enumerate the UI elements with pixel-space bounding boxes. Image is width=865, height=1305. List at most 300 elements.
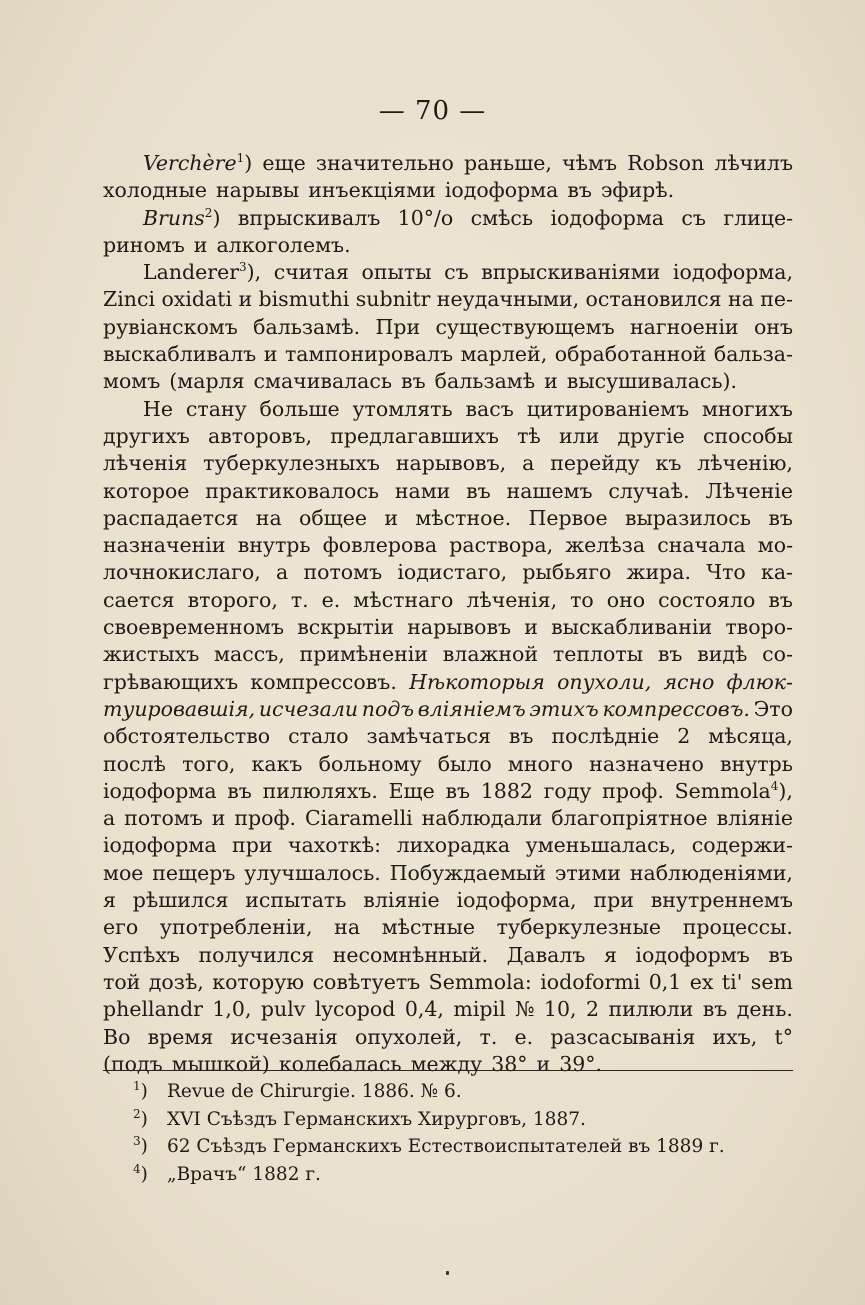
word: пе- [760, 287, 793, 312]
footnote-ref: 2 [204, 205, 213, 220]
word: примѣненіи [299, 642, 428, 667]
footnote-mark: $^3$) [133, 1133, 148, 1157]
word: холодные [103, 178, 208, 203]
word: мѣстные [381, 915, 475, 940]
word: подъ [361, 696, 414, 721]
word: своевременномъ [103, 615, 285, 640]
word: Не [143, 396, 174, 421]
word: т. [479, 1024, 498, 1049]
word: много [507, 751, 573, 776]
word: нашемъ [506, 478, 593, 503]
word: Во [103, 1024, 131, 1049]
text-line [103, 259, 793, 286]
word: обработанной [554, 342, 707, 367]
word: уменьшалась, [525, 833, 677, 858]
word: выскабливалъ [103, 342, 257, 367]
word: mipil [453, 997, 506, 1022]
text-line [103, 396, 793, 423]
word: которое [103, 478, 190, 503]
word: проф. [602, 778, 664, 803]
word: въ [227, 778, 252, 803]
word: lycopod [314, 997, 396, 1022]
word: потомъ [303, 560, 383, 585]
word: риномъ [103, 232, 185, 257]
word: компрессовъ. [250, 669, 397, 694]
word: распадается [103, 505, 239, 530]
text-line [103, 996, 793, 1023]
word: разсасыванія [550, 1024, 696, 1049]
word: совѣтуетъ [312, 969, 421, 994]
word: или [558, 423, 600, 448]
word: въ [768, 942, 793, 967]
text-line [103, 1051, 793, 1078]
word: туберкулезныхъ [203, 451, 380, 476]
word: subnitr [355, 287, 431, 312]
word: между [410, 1051, 483, 1076]
word: неудачными, [436, 287, 580, 312]
word: назначено [589, 751, 704, 776]
word: въ [657, 642, 683, 667]
word: массъ, [214, 642, 285, 667]
footnote-text: 62 Съѣздъ Германскихъ Естествоиспытателей въ 1889 г. [167, 1136, 725, 1157]
word: послѣ [103, 751, 166, 776]
word: алкоголемъ. [216, 232, 351, 257]
word: практиковалось [205, 478, 379, 503]
text-line [103, 696, 793, 723]
word: 38° [491, 1051, 528, 1076]
word: онъ [753, 314, 793, 339]
word: употребленіи, [159, 915, 313, 940]
word: году [543, 778, 592, 803]
word: дозѣ, [148, 969, 204, 994]
word: phellandr [103, 997, 203, 1022]
word: sem [750, 969, 793, 994]
word: лѣченію, [697, 451, 793, 476]
word: смѣсь [470, 205, 534, 230]
word: я [603, 942, 617, 967]
footnote-mark: $^1$) [133, 1078, 148, 1102]
word: остановился [585, 287, 722, 312]
word: фовлерова [322, 533, 438, 558]
word: тампонировалъ [284, 342, 454, 367]
text-line [103, 914, 793, 941]
word: и [536, 1051, 551, 1076]
word: момъ [103, 369, 161, 394]
word: туировавшія, [103, 696, 256, 721]
word: бальзамѣ [434, 369, 536, 394]
word: опухолей, [355, 1024, 463, 1049]
word: внутреннемъ [650, 888, 793, 913]
word: вліяніе [363, 888, 440, 913]
text-line [103, 505, 793, 532]
word: глице- [723, 205, 793, 230]
word: внутрь [237, 533, 311, 558]
word: Что [706, 560, 746, 585]
word: опухоли, [557, 669, 652, 694]
word: Успѣхъ [103, 942, 180, 967]
word: впрыскивалъ [237, 205, 381, 230]
text-line [103, 723, 793, 750]
word: видѣ [697, 642, 748, 667]
word: въ [567, 178, 592, 203]
word: 0,1 [648, 969, 682, 994]
word: въ [401, 369, 426, 394]
word: 2 [585, 997, 599, 1022]
word: Landerer$^3$), [143, 260, 262, 285]
word: іодистаго, [397, 560, 508, 585]
word: мое [103, 860, 144, 885]
word: несомнѣнный. [332, 942, 489, 967]
word: потомъ [124, 806, 203, 831]
word: сначала [657, 533, 746, 558]
word: со- [762, 642, 793, 667]
word: процессы. [682, 915, 793, 940]
footnote-mark: $^2$) [133, 1106, 148, 1130]
word: Ciaramelli [304, 806, 413, 831]
text-line [103, 832, 793, 859]
word: и [524, 615, 538, 640]
word: въ [508, 724, 534, 749]
text-line [103, 751, 793, 778]
word: и [384, 505, 399, 530]
paragraph [103, 205, 793, 260]
text-line [103, 450, 793, 477]
word: пилюляхъ. [262, 778, 378, 803]
word: Нѣкоторыя [409, 669, 545, 694]
word: ti' [721, 969, 743, 994]
word: утомлять [352, 396, 453, 421]
footnote-ref: 3 [239, 260, 247, 275]
word: компрессовъ. [602, 696, 750, 721]
word: при [593, 888, 634, 913]
word: ихъ, [712, 1024, 758, 1049]
word: второго, [187, 587, 278, 612]
word: Еще [388, 778, 435, 803]
word: въ [445, 778, 471, 803]
word: лихорадка [396, 833, 511, 858]
word: на [334, 915, 361, 940]
word: больше [259, 396, 340, 421]
word: pulv [260, 997, 306, 1022]
word: васъ [465, 396, 514, 421]
word: этими [554, 860, 621, 885]
word: получился [198, 942, 315, 967]
word: ясно [663, 669, 715, 694]
word: выскабливаніи [551, 615, 713, 640]
word: высушивалась). [566, 369, 738, 394]
word: которую [212, 969, 305, 994]
paragraph [103, 396, 793, 1078]
word: ex [689, 969, 714, 994]
footnote-text: XVI Съѣздъ Германскихъ Хирурговъ, 1887. [167, 1108, 586, 1130]
word: въ [466, 478, 491, 503]
word: іодоформа, [456, 888, 577, 913]
text-line [103, 205, 793, 232]
word: лѣченія [103, 451, 188, 476]
text-line [103, 368, 793, 395]
footnote-divider [103, 1070, 793, 1071]
text-line [103, 150, 793, 177]
word: 1,0, [212, 997, 252, 1022]
word: способы [703, 423, 793, 448]
word: Первое [528, 505, 608, 530]
text-line [103, 341, 793, 368]
text-line [103, 669, 793, 696]
text-line [103, 1024, 793, 1051]
word: въ [702, 997, 728, 1022]
word: стало [288, 724, 349, 749]
text-line [103, 314, 793, 341]
word: бальза- [713, 342, 793, 367]
word: и [238, 287, 253, 312]
word: е. [321, 587, 341, 612]
word: мо- [757, 533, 793, 558]
word: Побуждаемый [389, 860, 547, 885]
text-line [103, 942, 793, 969]
word: на [727, 287, 754, 312]
word: чѣмъ [562, 151, 618, 175]
word: т. [290, 587, 309, 612]
word: существующемъ [435, 314, 615, 339]
word: перейду [550, 451, 640, 476]
word: а [275, 560, 289, 585]
word: чахоткѣ: [287, 833, 382, 858]
text-line [103, 860, 793, 887]
word: въ [768, 505, 793, 530]
word: Лѣченіе [705, 478, 793, 503]
word: Semmola: [428, 969, 532, 994]
word: Это [753, 696, 793, 721]
word: oxidati [161, 287, 233, 312]
word: внутрь [720, 751, 793, 776]
word: съ [444, 260, 469, 285]
word: раствора, [449, 533, 554, 558]
text-line [103, 286, 793, 313]
word: оно [606, 587, 646, 612]
text-line [103, 641, 793, 668]
word: цитированіемъ [526, 396, 690, 421]
word: грѣвающихъ [103, 669, 239, 694]
word: влажной [442, 642, 539, 667]
word: общее [299, 505, 368, 530]
word: бальзамѣ. [253, 314, 361, 339]
word: съ [681, 205, 706, 230]
word: того, [182, 751, 236, 776]
word: нарывы [216, 178, 300, 203]
word: жистыхъ [103, 642, 200, 667]
word: и [211, 806, 226, 831]
word: 2 [677, 724, 691, 749]
word: содержи- [691, 833, 793, 858]
word: испытать [245, 888, 347, 913]
word: творо- [725, 615, 793, 640]
paragraph [103, 259, 793, 395]
footnote [103, 1078, 793, 1106]
word: наблюдали [421, 806, 543, 831]
word: е. [514, 1024, 534, 1049]
word: другихъ [103, 423, 190, 448]
word: 10°/о [397, 205, 454, 230]
word: другіе [617, 423, 685, 448]
word: 0,4, [404, 997, 444, 1022]
page-number: — 70 — [378, 96, 487, 126]
footnote-mark: $^4$) [133, 1161, 148, 1185]
word: исчезанія [230, 1024, 338, 1049]
word: состояло [658, 587, 756, 612]
word: больному [318, 751, 422, 776]
word: стану [185, 396, 247, 421]
word: и [544, 369, 558, 394]
text-line [103, 887, 793, 914]
word: лѣчилъ [714, 151, 793, 175]
footnote [103, 1106, 793, 1134]
word: Robson [627, 151, 705, 175]
word: при [232, 833, 273, 858]
word: вліяніемъ [417, 696, 526, 721]
word: Zinci [103, 287, 156, 312]
text-line [103, 478, 793, 505]
footnote [103, 1133, 793, 1161]
text-line [103, 778, 793, 805]
word: іодоформа [103, 778, 217, 803]
word: теплоты [552, 642, 644, 667]
word: рѣшился [132, 888, 229, 913]
word: нарывовъ, [395, 451, 507, 476]
word: лѣченія, [466, 587, 558, 612]
word: iodoformi [540, 969, 641, 994]
word: назначеніи [103, 533, 226, 558]
word: пещеръ [152, 860, 236, 885]
word: послѣдніе [551, 724, 660, 749]
word: желѣза [565, 533, 646, 558]
word: флюк- [726, 669, 793, 694]
text-line [103, 232, 793, 259]
word: нарывовъ [407, 615, 512, 640]
word: пилюли [608, 997, 694, 1022]
word: я [103, 888, 116, 913]
word: марлей, [460, 342, 548, 367]
word: обстоятельство [103, 724, 271, 749]
word: время [147, 1024, 214, 1049]
word: мѣсяца, [708, 724, 793, 749]
word: Verchère$^1$) [143, 151, 253, 175]
word: этихъ [529, 696, 599, 721]
word: на [255, 505, 282, 530]
word: t° [774, 1024, 793, 1049]
word: считая [273, 260, 349, 285]
word: то [570, 587, 594, 612]
word: и [193, 232, 208, 257]
text-line [103, 559, 793, 586]
word: смачивалась [253, 369, 393, 394]
word: жира. [626, 560, 692, 585]
word: bismuthi [258, 287, 350, 312]
word: какъ [251, 751, 303, 776]
word: іодоформъ [635, 942, 750, 967]
word: Semmola$^4$), [674, 778, 793, 803]
footnotes [103, 1078, 793, 1188]
word: инъекціями [308, 178, 436, 203]
print-speck [446, 1271, 449, 1275]
word: № [515, 997, 535, 1022]
word: 1882 [480, 778, 533, 803]
word: выразилось [624, 505, 752, 530]
word: еще [262, 151, 306, 175]
word: авторовъ, [208, 423, 313, 448]
word: Давалъ [506, 942, 586, 967]
word: его [103, 915, 139, 940]
footnote-ref: 4 [770, 779, 779, 793]
word: вліяніе [716, 806, 793, 831]
word: значительно [315, 151, 454, 175]
word: благопріятное [551, 806, 708, 831]
word: улучшалось. [244, 860, 381, 885]
word: нами [394, 478, 451, 503]
word: (марля [169, 369, 245, 394]
word: лочнокислаго, [103, 560, 261, 585]
word: въ [768, 587, 793, 612]
word: вскрытіи [297, 615, 395, 640]
footnote [103, 1161, 793, 1189]
word: (подъ [103, 1051, 163, 1076]
footnote-text: Revue de Chirurgie. 1886. № 6. [167, 1081, 462, 1102]
word: туберкулезные [496, 915, 661, 940]
word: эфирѣ. [600, 178, 675, 203]
word: къ [655, 451, 682, 476]
word: іодоформа, [672, 260, 793, 285]
footnote-ref: 1 [236, 151, 245, 166]
text-line [103, 177, 793, 204]
text-line [103, 532, 793, 559]
word: нагноеніи [629, 314, 739, 339]
word: многихъ [701, 396, 793, 421]
word: а [522, 451, 535, 476]
word: тѣ [517, 423, 541, 448]
main-text [103, 150, 793, 1078]
word: проф. [234, 806, 297, 831]
word: замѣчаться [366, 724, 491, 749]
word: опыты [361, 260, 432, 285]
word: 10, [543, 997, 577, 1022]
word: сается [103, 587, 175, 612]
word: той [103, 969, 141, 994]
word: іодоформа [103, 833, 217, 858]
word: мѣстнаго [353, 587, 454, 612]
word: іодоформа [444, 178, 559, 203]
word: рувіанскомъ [103, 314, 238, 339]
word: При [375, 314, 421, 339]
text-line [103, 969, 793, 996]
word: случаѣ. [608, 478, 690, 503]
word: іодоформа [550, 205, 665, 230]
word: рыбьяго [522, 560, 612, 585]
text-line [103, 805, 793, 832]
word: и [263, 342, 278, 367]
word: мышкой) [171, 1051, 270, 1076]
text-line [103, 587, 793, 614]
word: ка- [761, 560, 793, 585]
word: исчезали [258, 696, 359, 721]
word: Bruns$^2$) [143, 205, 221, 230]
text-line [103, 423, 793, 450]
word: мѣстное. [415, 505, 512, 530]
word: колебалась [278, 1051, 402, 1076]
word: 39°. [559, 1051, 603, 1076]
footnote-text: „Врачъ“ 1882 г. [167, 1163, 321, 1185]
word: а [103, 806, 116, 831]
word: предлагавшихъ [330, 423, 499, 448]
word: раньше, [464, 151, 552, 175]
